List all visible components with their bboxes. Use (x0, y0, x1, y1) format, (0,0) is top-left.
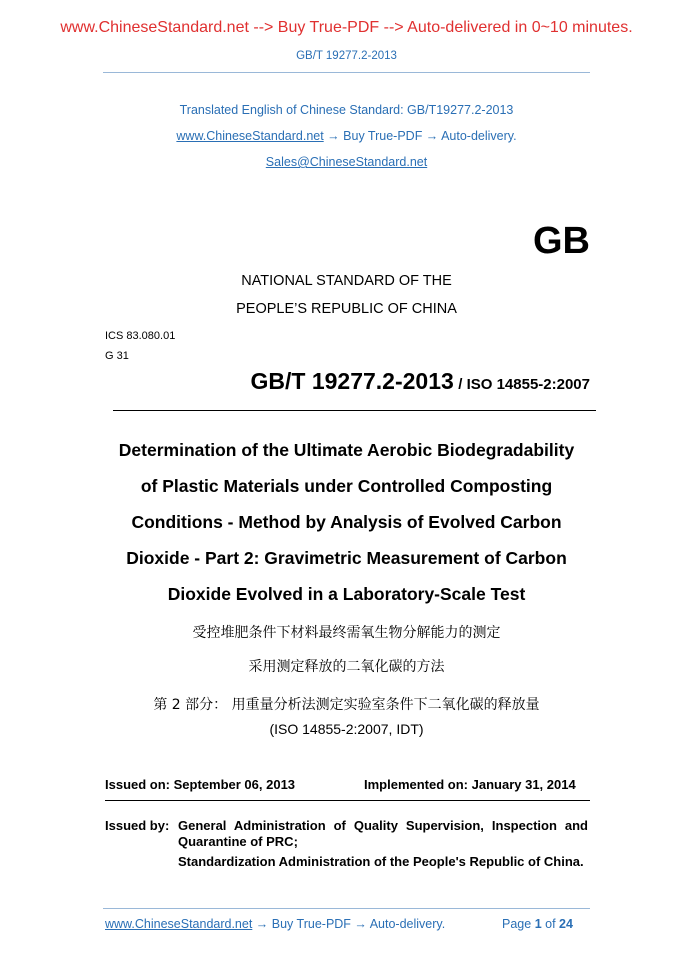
issuing-authority: Standardization Administration of the People's Republic of China. (178, 854, 584, 869)
footer-buy-text: → Buy True-PDF → Auto-delivery. (252, 917, 446, 931)
idt-note: (ISO 14855-2:2007, IDT) (269, 721, 424, 737)
iso-equivalent: / ISO 14855-2:2007 (458, 376, 590, 393)
gb-mark: GB (533, 220, 590, 262)
of-label: of (545, 917, 556, 931)
dates-divider (105, 800, 590, 801)
standard-number: GB/T 19277.2-2013 (250, 368, 454, 394)
issued-by-authorities (178, 818, 588, 874)
title-divider (113, 410, 596, 411)
classification-code: G 31 (105, 350, 129, 362)
translation-note: Translated English of Chinese Standard: GB/T19277.2-2013 (179, 103, 514, 117)
issued-on-date: Issued on: September 06, 2013 (105, 777, 296, 792)
chinese-title-line3: 第 2 部分： 用重量分析法测定实验室条件下二氧化碳的释放量 (153, 697, 540, 713)
title-line: Dioxide Evolved in a Laboratory-Scale Test (167, 584, 526, 604)
sales-email-link[interactable]: Sales@ChineseStandard.net (265, 155, 428, 169)
issuing-authority: General Administration of Quality Supervision, Inspection and Quarantine of PRC; (178, 818, 588, 849)
title-line: Conditions - Method by Analysis of Evolved Carbon (131, 512, 562, 532)
document-title (90, 432, 603, 612)
translation-buy-line (0, 129, 693, 143)
promo-banner[interactable]: www.ChineseStandard.net --> Buy True-PDF --> Auto-delivered in 0~10 minutes. (60, 19, 633, 36)
footer-divider (103, 908, 590, 909)
chinese-title-line1: 受控堆肥条件下材料最终需氧生物分解能力的测定 (192, 625, 501, 641)
buy-text: → Buy True-PDF → Auto-delivery. (323, 129, 517, 143)
title-line: of Plastic Materials under Controlled Composting (140, 476, 553, 496)
page-number: 1 (534, 917, 542, 931)
title-line: Determination of the Ultimate Aerobic Biodegradability (118, 440, 575, 460)
title-line: Dioxide - Part 2: Gravimetric Measurement of Carbon (126, 548, 567, 568)
header-standard-number: GB/T 19277.2-2013 (296, 50, 397, 62)
site-link[interactable]: www.ChineseStandard.net (176, 129, 324, 143)
page-indicator (502, 917, 573, 931)
national-standard-line2: PEOPLE’S REPUBLIC OF CHINA (236, 301, 457, 317)
sales-email-line (0, 155, 693, 169)
header-divider (103, 72, 590, 73)
page-total: 24 (559, 917, 573, 931)
implemented-on-date: Implemented on: January 31, 2014 (364, 777, 576, 792)
national-standard-line1: NATIONAL STANDARD OF THE (241, 273, 452, 289)
footer-buy-line (105, 917, 445, 931)
ics-code: ICS 83.080.01 (105, 330, 176, 342)
issued-by-label: Issued by: (105, 818, 170, 833)
footer-site-link[interactable]: www.ChineseStandard.net (105, 917, 253, 931)
chinese-title-line2: 采用测定释放的二氧化碳的方法 (248, 659, 445, 675)
page-label: Page (502, 917, 532, 931)
standard-number-line (105, 368, 590, 395)
